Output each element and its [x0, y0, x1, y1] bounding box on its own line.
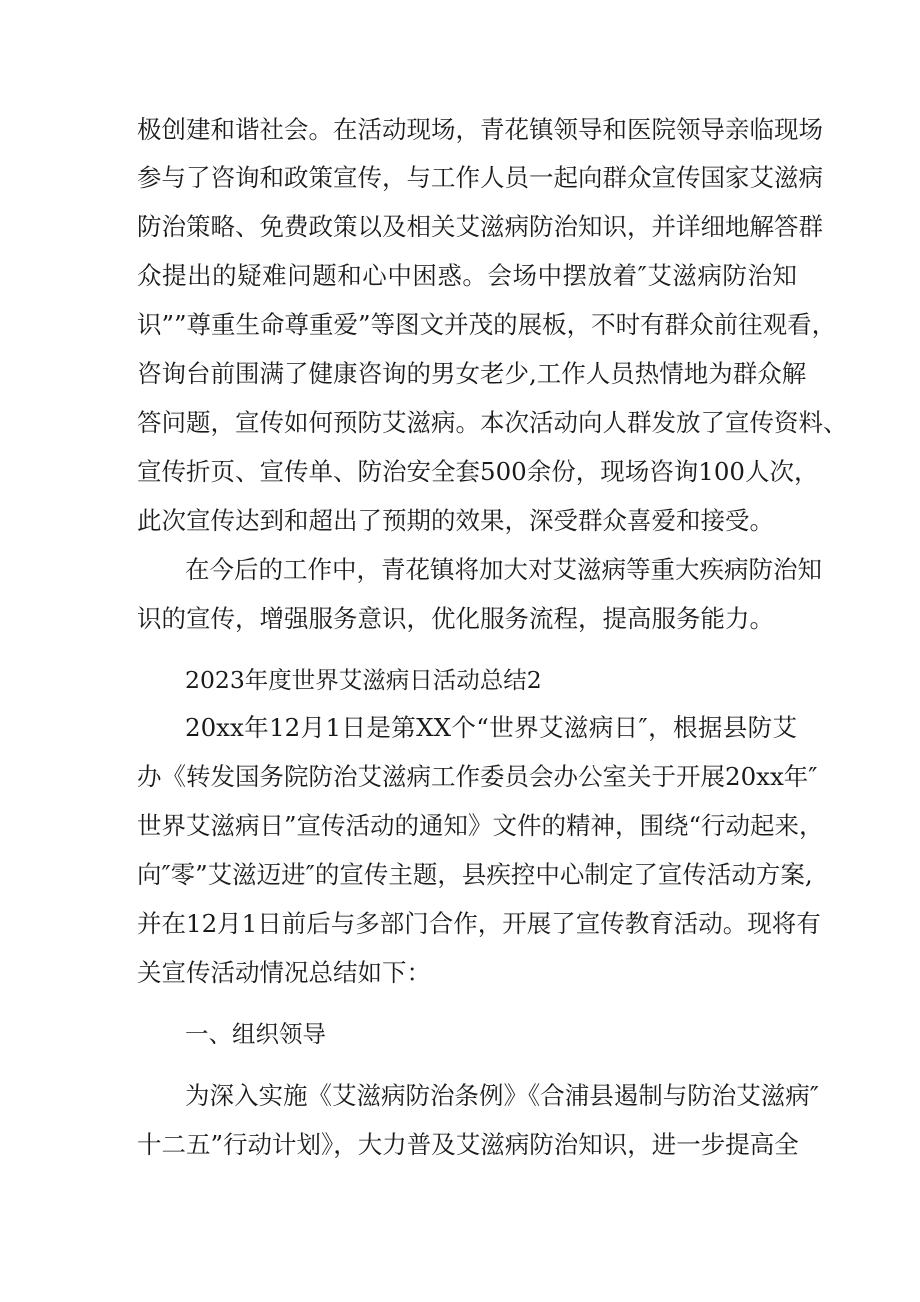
- paragraph-line: 此次宣传达到和超出了预期的效果，深受群众喜爱和接受。: [137, 506, 774, 535]
- paragraph-line: 极创建和谐社会。在活动现场，青花镇领导和医院领导亲临现场: [137, 115, 823, 144]
- paragraph-line: 咨询台前围满了健康咨询的男女老少,工作人员热情地为群众解: [137, 359, 807, 388]
- paragraph-line: 为深入实施《艾滋病防治条例》《合浦县遏制与防治艾滋病″: [185, 1081, 819, 1110]
- paragraph-line: 识的宣传，增强服务意识，优化服务流程，提高服务能力。: [137, 604, 774, 633]
- section-heading: 一、组织领导: [185, 1020, 326, 1048]
- paragraph-line: 在今后的工作中，青花镇将加大对艾滋病等重大疾病防治知: [185, 555, 822, 584]
- paragraph-line: 众提出的疑难问题和心中困惑。会场中摆放着″艾滋病防治知: [137, 261, 797, 290]
- paragraph-line: 防治策略、免费政策以及相关艾滋病防治知识，并详细地解答群: [137, 212, 823, 241]
- paragraph-line: 识””尊重生命尊重爱”等图文并茂的展板，不时有群众前往观看，: [137, 310, 837, 339]
- paragraph-line: 答问题，宣传如何预防艾滋病。本次活动向人群发放了宣传资料、: [137, 408, 848, 437]
- paragraph-line: 十二五”行动计划》，大力普及艾滋病防治知识，进一步提高全: [137, 1130, 799, 1159]
- paragraph-line: 关宣传活动情况总结如下：: [137, 958, 431, 987]
- paragraph-line: 宣传折页、宣传单、防治安全套500余份，现场咨询100人次，: [137, 457, 819, 486]
- section-title: 2023年度世界艾滋病日活动总结2: [185, 666, 542, 694]
- paragraph-line: 20xx年12月1日是第XX个“世界艾滋病日″，根据县防艾: [185, 713, 797, 742]
- paragraph-line: 参与了咨询和政策宣传，与工作人员一起向群众宣传国家艾滋病: [137, 163, 823, 192]
- paragraph-line: 向″零”艾滋迈进″的宣传主题，县疾控中心制定了宣传活动方案,: [137, 860, 813, 889]
- paragraph-line: 办《转发国务院防治艾滋病工作委员会办公室关于开展20xx年″: [137, 762, 818, 791]
- paragraph-line: 世界艾滋病日”宣传活动的通知》文件的精神，围绕“行动起来，: [137, 811, 824, 840]
- paragraph-line: 并在12月1日前后与多部门合作，开展了宣传教育活动。现将有: [137, 909, 821, 938]
